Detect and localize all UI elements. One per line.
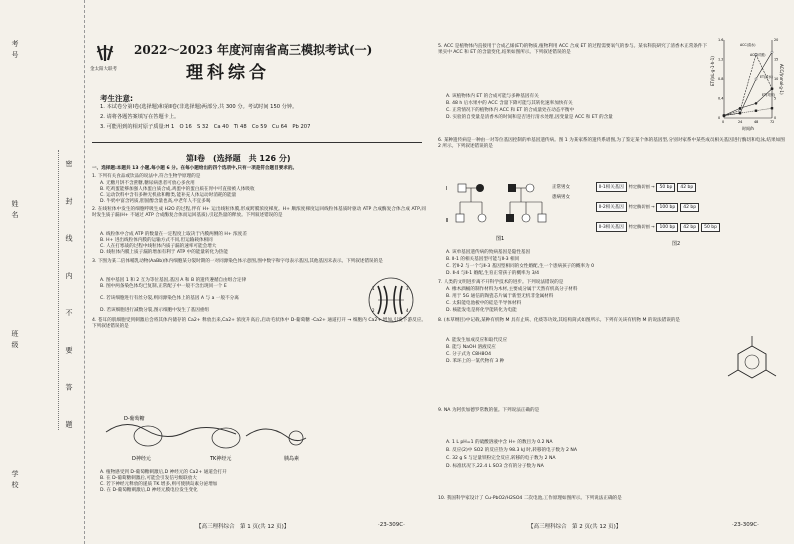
question-option: A. 无糖月饼不含蔗糖,糖尿病患者可放心多食用 [100, 181, 195, 186]
page-footer: 【高三理科综合 第 2 页(共 12 页)】 [528, 524, 622, 530]
series-label: ET(对照) [762, 93, 775, 97]
neuron-label-tk: TK神经元 [210, 456, 232, 462]
gel-row [596, 222, 720, 232]
data-point [771, 51, 773, 53]
binding-label-class: 班级 [11, 330, 19, 352]
question-option: C. 若该细胞进行有丝分裂,则同源染色体上的基因 A 与 a 一般不分离 [100, 296, 239, 301]
seal-warning: 密 封 线 内 不 要 答 题 [65, 160, 73, 442]
x-tick-label: 48 [754, 120, 759, 124]
gel-row [596, 202, 699, 212]
question-option: B. 图中两条染色体均已复制,正常配子中一般不含出现同一个 E [100, 284, 227, 289]
y-tick-label: 0 [718, 116, 721, 121]
question-stem: 3. 下图为某二倍体哺乳动物(AaBb)体内细胞某分裂时期的一对同源染色体示意图,图中数字和字母表示基因,其他基因未表示。下列叙述错误的是 [92, 259, 383, 264]
question-option: D. 核能发电是将化学能转化为电能 [446, 308, 517, 313]
gel-row [596, 182, 696, 192]
data-point [755, 102, 757, 104]
question-stem: 5. ACC 是植物体内直接用于合成乙烯(ET)的物质,植物利用 ACC 合成 ET 的过程需要氧气的参与。某农科院研究了清香木正常条件下果实中 ACC 和 ET 的含量变化,结果如图所示。下列叙述错误的是 [438, 44, 708, 56]
question-option: A. 1 L pH=1 的硫酸溶液中含 H+ 的数目为 0.2 NA [446, 440, 553, 445]
legend-affected: 患病男女 [552, 195, 570, 200]
question-option: D. 线粒体内膜上质子漏的增加有利于 ATP 中的能量转化为热能 [100, 250, 228, 255]
question-stem: 7. 人类的文明进步离不开科学技术的进步。下列说法错误的是 [438, 280, 564, 285]
data-point [755, 78, 757, 80]
question-stem: 6. 某种遗传病是一种由一对等位基因控制的单基因遗传病。图 1 为某家系的遗传系谱图,为了鉴定某个体的基因型,分别对家系中某些成员相关基因进行酶切和电泳,结果如图 2 所示。下列叙述错误的是 [438, 138, 785, 150]
binding-label-school: 学校 [11, 470, 19, 492]
logo-text: 金太阳大联考 [90, 67, 117, 72]
question-option: C. 若下神经元释放的递质 TK 增多,则可使胰岛素分泌增加 [100, 482, 218, 487]
question-option: D. 实验的自变量是清香木的时间和是否进行清水处理,因变量是 ACC 和 ET 的含量 [446, 115, 613, 120]
question-option: B. 吃鸡蛋能够加强人体蛋白质合成,鸡蛋中的蛋白质在胃中可直接被人体吸收 [100, 187, 255, 192]
question-option: D. 在 D-葡萄糖刺激后,D 神经元膜电位发生变化 [100, 488, 198, 493]
pedigree-chart [446, 178, 586, 248]
x-tick-label: 0 [722, 120, 725, 124]
question-option: A. 图中基因 1 和 2 互为等位基因,基因 A 和 B 的遗传遵循自由组合定律 [100, 278, 247, 283]
neuron-label-glucose: D-葡萄糖 [124, 416, 145, 422]
data-point [739, 110, 741, 112]
gel-gene-label: Ⅱ-2相关基因 [596, 202, 627, 212]
y-tick-label-right: 10 [774, 77, 779, 82]
question-option: C. 人在打寒战的过程中线粒体内质子漏的速率可能会增大 [100, 244, 217, 249]
gel-band: 100 bp [656, 203, 678, 212]
figure-caption: 图2 [672, 241, 681, 247]
question-option: C. 32 g S 与足量铁粉完全反应,转移的电子数为 2 NA [446, 456, 556, 461]
data-point [739, 112, 741, 114]
right-page [432, 0, 788, 544]
x-tick-label: 24 [738, 120, 743, 124]
series-label: ACC(对照) [750, 53, 766, 57]
question-option: A. 线粒体中合成 ATP 的数量在一定程度上取决于内膜两侧的 H+ 浓度差 [100, 232, 247, 237]
page-code: ·23-309C· [378, 522, 405, 528]
question-stem: 4. 苍耳的肌细胞受到刺激后会将其体内储存的 Ca2+ 释放出来,Ca2+ 浓度升高后,启动毛状体中 D-葡萄糖 -Ca2+ 通道打开 → 细胞内 Ca2+ 增加,引发下游反应。下列叙述错误的是 [92, 318, 426, 330]
series-label: ACC(清水) [740, 43, 756, 47]
y-tick-label-right: 15 [774, 57, 779, 62]
gel-band: 50 bp [656, 183, 675, 192]
notice-heading: 考生注意: [100, 94, 133, 103]
page-code: ·23-309C· [732, 522, 759, 528]
section-intro: 一、选择题:本题共 13 小题,每小题 6 分。在每小题给出的四个选项中,只有一项是符合题目要求的。 [92, 166, 298, 171]
data-point [723, 115, 725, 117]
data-point [771, 107, 773, 109]
svg-text:2: 2 [372, 308, 375, 313]
question-option: C. 太阳能电池板中的硅是半导体材料 [446, 301, 522, 306]
question-stem: 10. 我国科学家设计了 Cu-PbO2/H2SO4 二次电池,工作原理如图所示。下列说法正确的是 [438, 496, 622, 501]
question-option: A. 橡木酒桶的制作材料为木材,主要成分属于天然有机高分子材料 [446, 287, 578, 292]
y-tick-label-right: 5 [774, 96, 777, 101]
question-option: D. Ⅱ-4 与Ⅱ-1 婚配,生育正常孩子的概率为 3/4 [446, 271, 540, 276]
series-label: ET(清水) [760, 75, 773, 79]
gel-band: 42 bp [680, 203, 699, 212]
seal-line [58, 150, 59, 430]
generation-label: Ⅱ [446, 218, 449, 224]
question-option: B. Ⅱ-1 的相关基因型可能与Ⅱ-3 相同 [446, 257, 520, 262]
divider [92, 142, 422, 143]
x-tick-label: 72 [770, 120, 775, 124]
svg-text:1: 1 [372, 286, 375, 291]
notice-item: 2. 请将各题答案填写在答题卡上。 [100, 114, 180, 120]
neuron-diagram [96, 412, 336, 470]
gel-enzyme-label: 特定酶切割 → [628, 224, 655, 229]
binding-strip [0, 0, 85, 544]
logo-icon [94, 42, 116, 64]
chromosome-figure [364, 276, 418, 324]
exam-title: 2022～2023 年度河南省高三模拟考试(一) [134, 43, 373, 57]
gel-enzyme-label: 特定酶切割 → [628, 184, 655, 189]
notice-item: 3. 可能用到的相对原子质量:H 1 O 16 S 32 Ca 40 Ti 48 Co 59 Cu 64 Pb 207 [100, 124, 311, 130]
y-tick-label: 0.4 [718, 96, 724, 101]
x-axis-label: 时间/h [742, 126, 754, 131]
binding-label-name: 姓名 [11, 200, 19, 222]
data-point [771, 88, 773, 90]
question-option: D. 标准状况下,22.4 L SO3 含有的分子数为 NA [446, 464, 544, 469]
question-option: B. 反应(2)中 SO2 的反应热为 98.3 kJ 时,转移的电子数为 2 NA [446, 448, 577, 453]
question-option: D. 若该细胞进行减数分裂,图示细胞中发生了基因重组 [100, 308, 209, 313]
question-option: C. 运动饮料中含有多种无机盐和糖类,能补充人体运动时消耗的能量 [100, 193, 237, 198]
data-point [755, 110, 757, 112]
generation-label: Ⅰ [446, 186, 448, 192]
left-page [86, 0, 426, 544]
y-axis-label: ET/(nL·g-1·h-1) [710, 56, 715, 86]
data-point [739, 107, 741, 109]
question-option: A. 能发生加成反应和取代反应 [446, 338, 508, 343]
gel-gene-label: Ⅱ-3相关基因 [596, 222, 627, 232]
gel-enzyme-label: 特定酶切割 → [628, 204, 655, 209]
gel-gene-label: Ⅱ-1相关基因 [596, 182, 627, 192]
gel-band: 42 bp [680, 223, 699, 232]
question-option: A. 该植物体内 ET 的合成可能与多种基因有关 [446, 94, 539, 99]
y-tick-label: 0.8 [718, 77, 724, 82]
question-stem: 9. NA 为阿伏加德罗常数的值。下列说法正确的是 [438, 408, 540, 413]
subject-title: 理科综合 [186, 63, 270, 83]
y-axis-label-right: ACC/(nmol·g-1) [779, 64, 784, 95]
question-stem: 2. 在线粒体中发生的细胞呼吸生成 H2O 的过程,伴有 H+ 运出线粒体膜,形成跨膜浓度梯度。H+ 顺浓度梯度运回线粒体基质时驱动 ATP 合成酶复合体合成 ATP,同时发生质子漏(H+ 不通过 ATP 合成酶复合体而运回基质),引起热量的释放。下列叙述错误的是 [92, 207, 426, 219]
y-tick-label: 1.6 [718, 38, 724, 43]
question-option: D. 牛奶中富含钙质,胆固醇含量也高,中老年人不宜多喝 [100, 199, 211, 204]
question-option: A. 该单基因遗传病的致病基因是隐性基因 [446, 250, 531, 255]
question-option: C. 若Ⅱ-2 与一个与Ⅱ-3 基因型相同的女性婚配,生一个患病孩子的概率为 0 [446, 264, 595, 269]
figure-caption: 图1 [496, 236, 505, 242]
question-option: B. 在 D-葡萄糖刺激后,可能会引发信号级联放大 [100, 476, 197, 481]
neuron-label-insulin: 胰岛素 [284, 456, 300, 462]
question-stem: 1. 下列有关食品或饮品的说法中,符合生物学原理的是 [92, 174, 201, 179]
question-option: C. 分子式为 C8H8O4 [446, 352, 492, 357]
svg-text:3: 3 [406, 286, 409, 291]
binding-label-id: 考号 [11, 40, 19, 62]
question-option: B. H+ 进出线粒体内膜的运输方式不同,但运输载体相同 [100, 238, 213, 243]
svg-text:4: 4 [406, 308, 409, 313]
y-tick-label-right: 0 [774, 116, 777, 121]
gel-band: 100 bp [656, 223, 678, 232]
section-title: 第Ⅰ卷 (选择题 共 126 分) [186, 154, 291, 163]
notice-item: 1. 本试卷分第Ⅰ卷(选择题)和第Ⅱ卷(非选择题)两部分,共 300 分。考试时间 150 分钟。 [100, 104, 298, 110]
gel-band: 50 bp [701, 223, 720, 232]
question-stem: 8. (本草纲目)中记载,某种有机物 M 具有止咳、化痰等功效,其结构简式如图所示。下列有关该有机物 M 的说法错误的是 [438, 318, 681, 323]
question-option: B. 48 h 后水果中的 ACC 含量下降可能与其转化速率加快有关 [446, 101, 573, 106]
molecule-structure [722, 332, 782, 392]
question-option: B. 用于 5G 通信的陶瓷芯片属于新型无机非金属材料 [446, 294, 554, 299]
y-tick-label-right: 20 [774, 38, 779, 43]
acc-et-chart [710, 34, 786, 132]
question-option: A. 植物感受到 D-葡萄糖刺激后,D 神经元的 Ca2+ 通道会打开 [100, 470, 227, 475]
page-footer: 【高三理科综合 第 1 页(共 12 页)】 [196, 524, 290, 530]
y-tick-label: 1.2 [718, 57, 724, 62]
legend-normal: 正常男女 [552, 185, 570, 190]
gel-band: 42 bp [677, 183, 696, 192]
question-option: C. 正常情况下的植物体内 ACC 和 ET 的合成量处在动态平衡中 [446, 108, 575, 113]
question-option: B. 能与 NaOH 溶液反应 [446, 345, 496, 350]
neuron-label-d: D神经元 [132, 456, 151, 462]
question-option: D. 苯环上的一氯代物有 3 种 [446, 359, 505, 364]
